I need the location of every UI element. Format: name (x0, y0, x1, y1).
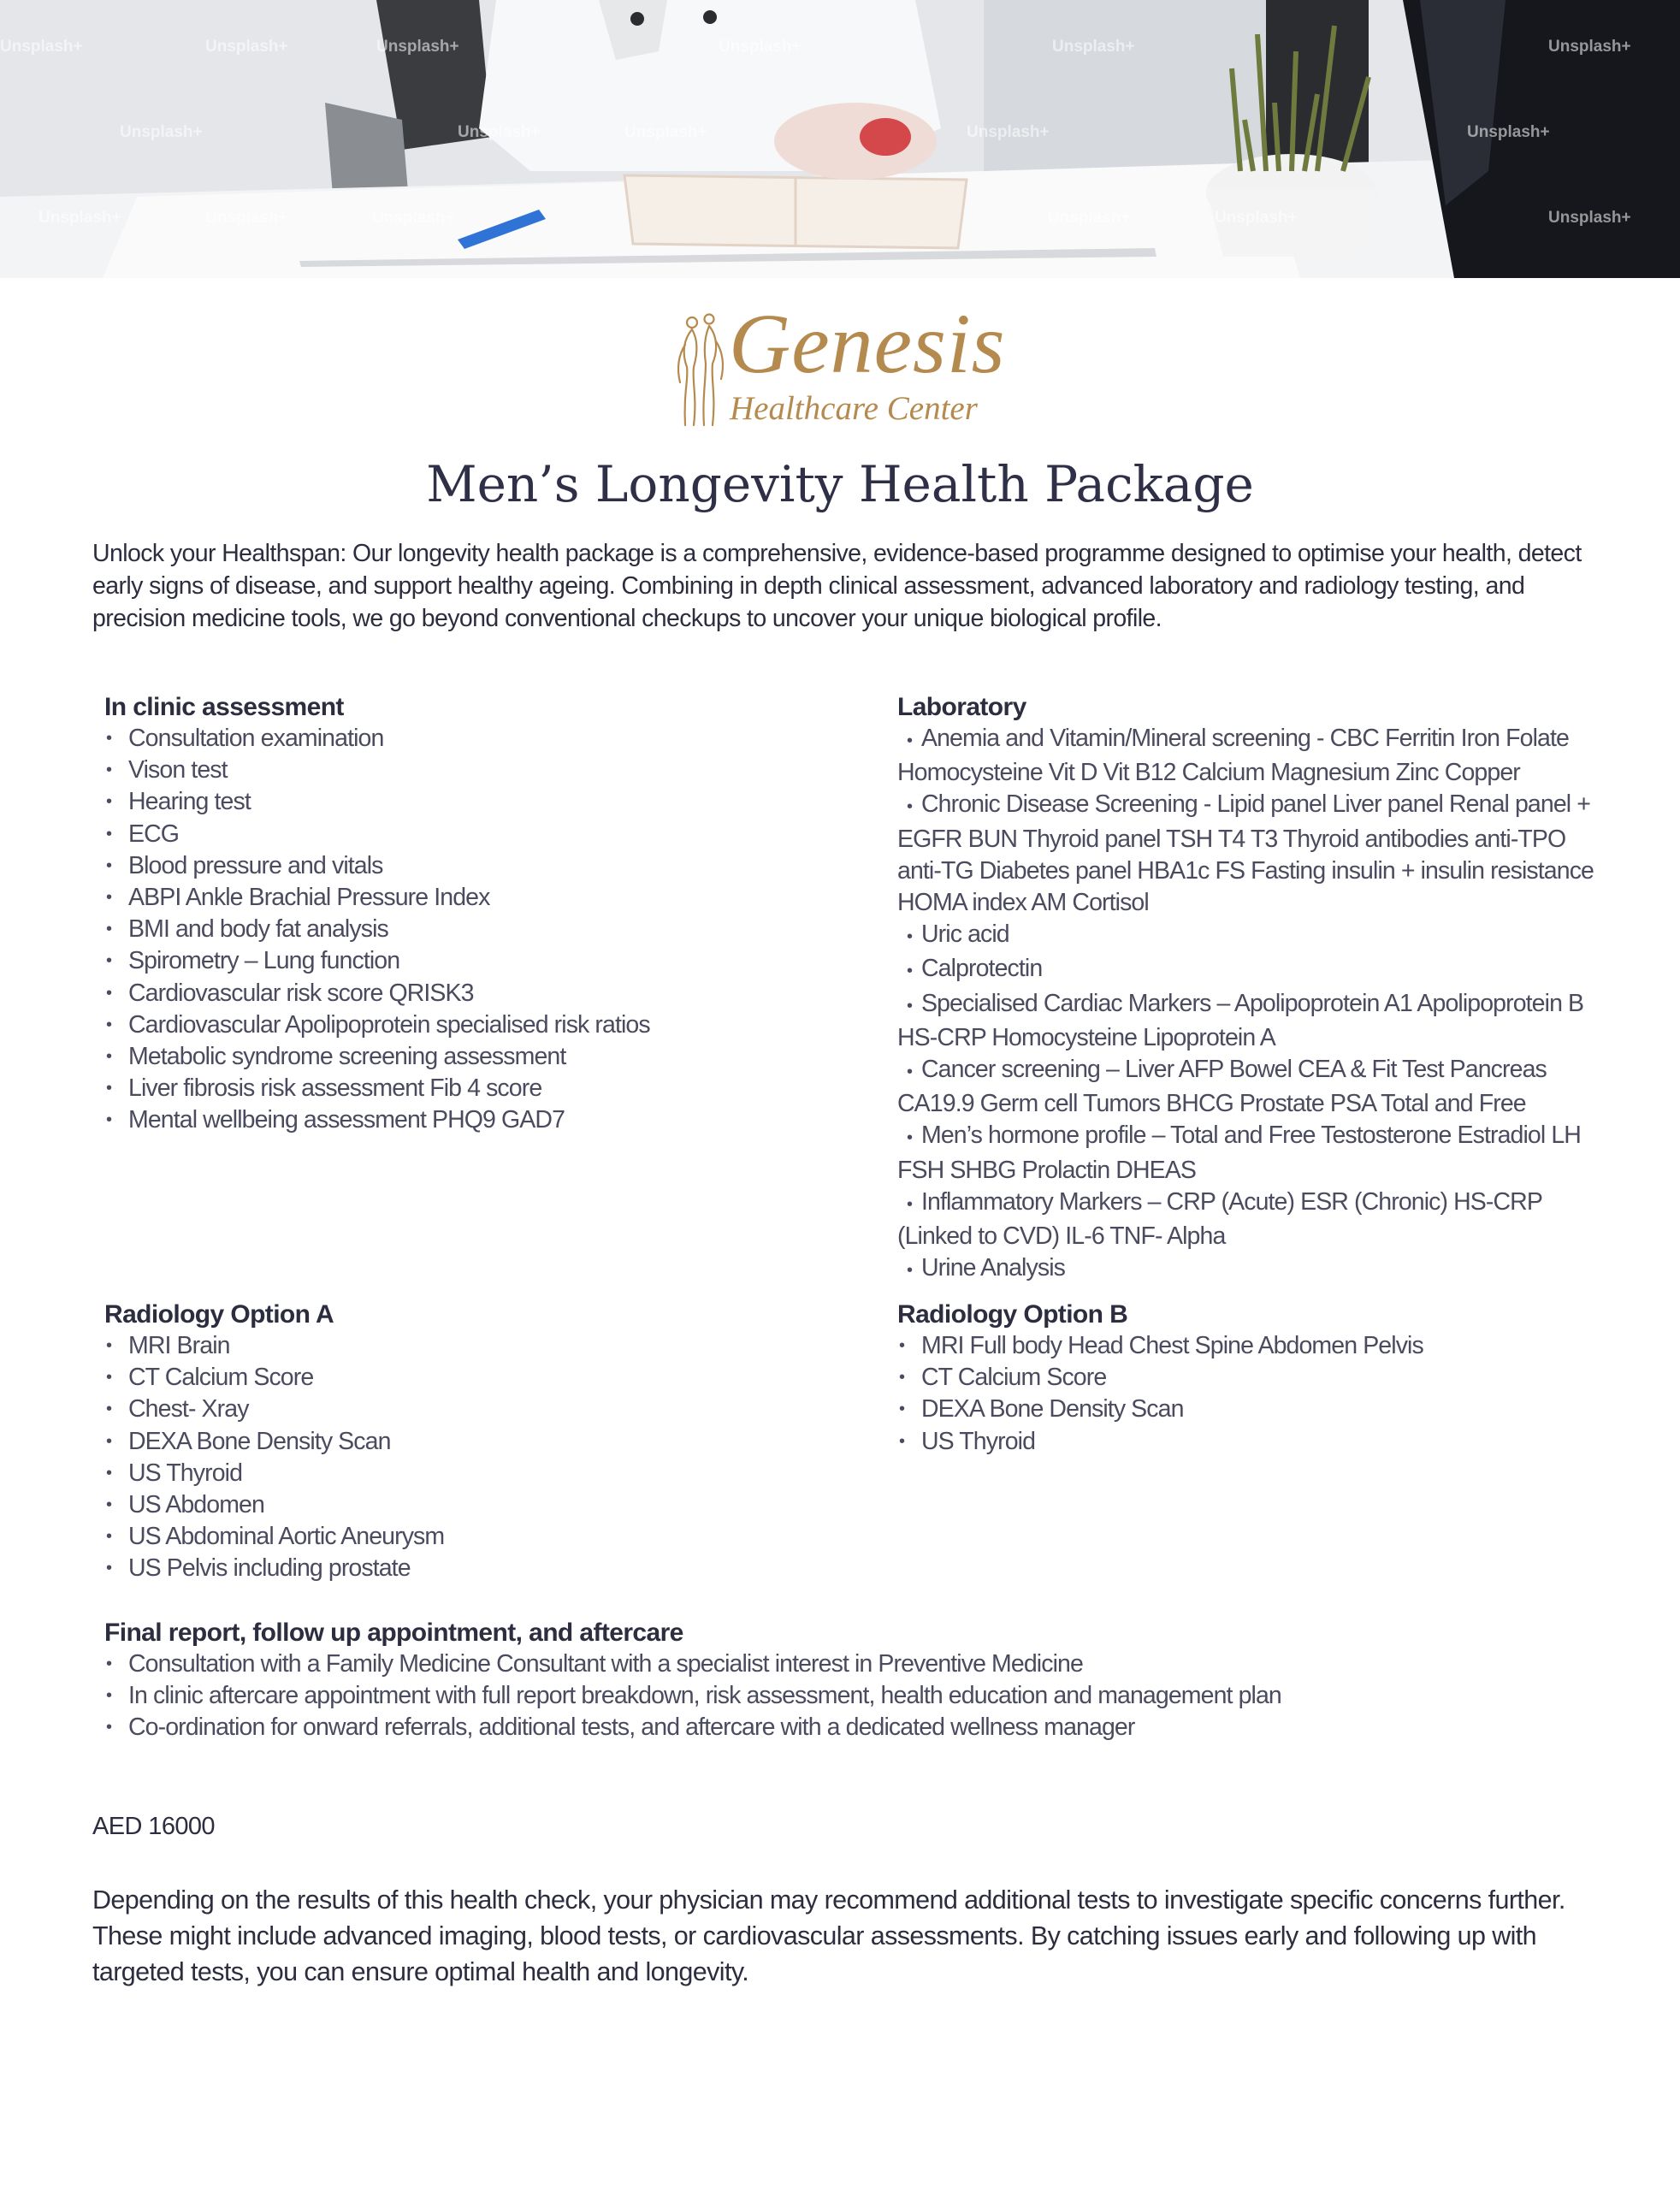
package-price: AED 16000 (92, 1813, 215, 1840)
list-item: • DEXA Bone Density Scan (104, 1426, 806, 1458)
list-item: • CT Calcium Score (104, 1362, 806, 1394)
watermark-text: Unsplash+ (1048, 209, 1131, 227)
list-item: • US Thyroid (104, 1458, 806, 1489)
list-item: • US Thyroid (897, 1426, 1599, 1458)
watermark-text: Unsplash+ (624, 123, 707, 141)
list-item: • US Abdomen (104, 1489, 806, 1521)
list-item: • DEXA Bone Density Scan (897, 1394, 1599, 1425)
radiology-a-list (104, 1330, 806, 1585)
list-item: • Consultation with a Family Medicine Consultant with a specialist interest in Preventive Medicine (104, 1648, 1593, 1680)
watermark-text: Unsplash+ (1052, 38, 1135, 56)
watermark-text: Unsplash+ (205, 38, 288, 56)
list-item: • In clinic aftercare appointment with full report breakdown, risk assessment, health education and management plan (104, 1680, 1593, 1712)
in-clinic-section (104, 691, 806, 1137)
radiology-option-b-section (897, 1299, 1599, 1458)
list-item: • Men’s hormone profile – Total and Free Testosterone Estradiol LH FSH SHBG Prolactin DHEAS (897, 1120, 1599, 1186)
human-figure-logo-icon (673, 311, 728, 429)
list-item: • Metabolic syndrome screening assessment (104, 1041, 806, 1073)
watermark-text: Unsplash+ (1548, 209, 1631, 227)
in-clinic-list (104, 723, 806, 1137)
watermark-text: Unsplash+ (205, 209, 288, 227)
watermark-text: Unsplash+ (38, 209, 121, 227)
hero-photo (0, 0, 1680, 278)
list-item: • CT Calcium Score (897, 1362, 1599, 1394)
section-heading: Radiology Option A (104, 1300, 334, 1329)
radiology-option-a-section (104, 1299, 806, 1585)
watermark-text: Unsplash+ (376, 38, 459, 56)
list-item: • Spirometry – Lung function (104, 945, 806, 977)
laboratory-list (897, 723, 1599, 1287)
section-heading: Laboratory (897, 693, 1026, 721)
list-item: • Specialised Cardiac Markers – Apolipoprotein A1 Apolipoprotein B HS-CRP Homocysteine Lipoprotein A (897, 988, 1599, 1054)
list-item: • Cardiovascular risk score QRISK3 (104, 978, 806, 1009)
section-heading: Radiology Option B (897, 1300, 1128, 1329)
watermark-text: Unsplash+ (719, 38, 802, 56)
list-item: • MRI Full body Head Chest Spine Abdomen Pelvis (897, 1330, 1599, 1362)
list-item: • Consultation examination (104, 723, 806, 755)
logo-subtitle: Healthcare Center (730, 390, 978, 427)
list-item: • Cardiovascular Apolipoprotein specialised risk ratios (104, 1009, 806, 1041)
list-item: • Co-ordination for onward referrals, additional tests, and aftercare with a dedicated wellness manager (104, 1712, 1593, 1743)
list-item: • Urine Analysis (897, 1252, 1599, 1287)
list-item: • US Pelvis including prostate (104, 1553, 806, 1584)
list-item: • Liver fibrosis risk assessment Fib 4 score (104, 1073, 806, 1104)
list-item: • Chest- Xray (104, 1394, 806, 1425)
list-item: • Anemia and Vitamin/Mineral screening - CBC Ferritin Iron Folate Homocysteine Vit D Vit B12 Calcium Magnesium Zinc Copper (897, 723, 1599, 789)
list-item: • Hearing test (104, 786, 806, 818)
genesis-logo[interactable] (673, 296, 1015, 435)
list-item: • Vison test (104, 755, 806, 786)
intro-paragraph: Unlock your Healthspan: Our longevity health package is a comprehensive, evidence-based programme designed to optimise your health, detect early signs of disease, and support healthy ageing. Combining in depth clinical assessment, advanced laboratory and radiology testing, and precision medicine tools, we go beyond conventional checkups to uncover your unique biological profile. (92, 540, 1582, 632)
closing-paragraph: Depending on the results of this health check, your physician may recommend additional tests to investigate specific concerns further. These might include advanced imaging, blood tests, or cardiovascular assessments. By catching issues early and following up with targeted tests, you can ensure optimal health and longevity. (92, 1885, 1565, 1986)
watermark-text: Unsplash+ (372, 209, 455, 227)
laboratory-section (897, 691, 1599, 1287)
final-report-section (104, 1617, 1593, 1744)
list-item: • ABPI Ankle Brachial Pressure Index (104, 882, 806, 914)
section-heading: Final report, follow up appointment, and aftercare (104, 1619, 683, 1647)
radiology-b-list (897, 1330, 1599, 1458)
watermark-text: Unsplash+ (458, 123, 541, 141)
list-item: • Cancer screening – Liver AFP Bowel CEA & Fit Test Pancreas CA19.9 Germ cell Tumors BHCG Prostate PSA Total and Free (897, 1054, 1599, 1120)
list-item: • Uric acid (897, 919, 1599, 953)
watermark-text: Unsplash+ (1548, 38, 1631, 56)
watermark-text: Unsplash+ (120, 123, 203, 141)
list-item: • US Abdominal Aortic Aneurysm (104, 1521, 806, 1553)
page-title: Men’s Longevity Health Package (426, 455, 1254, 513)
watermark-text: Unsplash+ (967, 123, 1050, 141)
watermark-text: Unsplash+ (1215, 209, 1298, 227)
list-item: • MRI Brain (104, 1330, 806, 1362)
list-item: • Blood pressure and vitals (104, 850, 806, 882)
watermark-text: Unsplash+ (0, 38, 83, 56)
final-report-list (104, 1648, 1593, 1744)
watermark-text: Unsplash+ (1467, 123, 1550, 141)
list-item: • ECG (104, 819, 806, 850)
list-item: • Calprotectin (897, 953, 1599, 987)
section-heading: In clinic assessment (104, 693, 344, 721)
list-item: • Inflammatory Markers – CRP (Acute) ESR (Chronic) HS-CRP (Linked to CVD) IL-6 TNF- Alpha (897, 1187, 1599, 1252)
list-item: • Mental wellbeing assessment PHQ9 GAD7 (104, 1104, 806, 1136)
list-item: • BMI and body fat analysis (104, 914, 806, 945)
logo-wordmark: Genesis (729, 296, 1006, 391)
list-item: • Chronic Disease Screening - Lipid panel Liver panel Renal panel + EGFR BUN Thyroid panel TSH T4 T3 Thyroid antibodies anti-TPO anti-TG Diabetes panel HBA1c FS Fasting insulin + insulin resistance HOMA index AM Cortisol (897, 789, 1599, 919)
